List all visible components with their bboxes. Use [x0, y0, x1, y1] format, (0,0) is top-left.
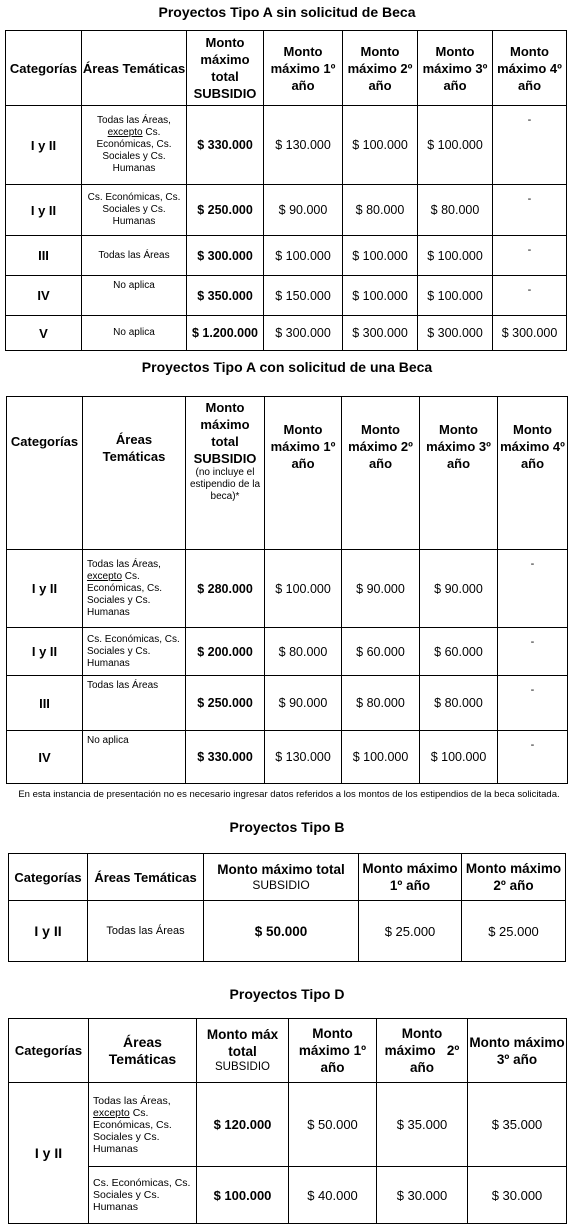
cell-year-4: - [493, 185, 567, 236]
cell-year-3: $ 60.000 [420, 628, 498, 676]
cell-categoria: V [6, 316, 82, 351]
cell-categoria: I y II [6, 185, 82, 236]
table-row [7, 628, 568, 676]
cell-year-1: $ 90.000 [264, 185, 343, 236]
cell-area: No aplica [82, 276, 187, 316]
table-row [7, 676, 568, 731]
cell-categoria: I y II [9, 1083, 89, 1224]
header-areas: Áreas Temáticas [82, 31, 187, 106]
table-row [7, 731, 568, 784]
cell-year-3: $ 30.000 [468, 1167, 567, 1224]
cell-year-1: $ 300.000 [264, 316, 343, 351]
section-title-tipo-a-con-beca: Proyectos Tipo A con solicitud de una Beca [141, 359, 433, 375]
cell-total: $ 300.000 [187, 236, 264, 276]
header-total-cell [186, 397, 265, 550]
table-header-row [9, 1019, 567, 1083]
cell-total: $ 280.000 [186, 550, 265, 628]
cell-area: Todas las Áreas, excepto Cs. Económicas, Cs. Sociales y Cs. Humanas [83, 550, 186, 628]
cell-year-1: $ 100.000 [265, 550, 342, 628]
header-year-2: Monto máximo 2º año [377, 1019, 468, 1083]
cell-categoria: IV [7, 731, 83, 784]
header-total: Monto máximo total SUBSIDIO [187, 31, 264, 106]
header-total: Monto máximo total SUBSIDIO [193, 400, 257, 466]
cell-categoria: I y II [9, 901, 88, 962]
header-year-2: Monto máximo 2º año [342, 397, 420, 550]
cell-total: $ 100.000 [197, 1167, 289, 1224]
cell-area: No aplica [83, 731, 186, 784]
cell-year-4: - [498, 676, 568, 731]
cell-total: $ 200.000 [186, 628, 265, 676]
table-row [6, 236, 567, 276]
cell-year-4: - [498, 628, 568, 676]
cell-area: Todas las Áreas [88, 901, 204, 962]
header-categorias: Categorías [9, 854, 88, 901]
cell-year-2: $ 30.000 [377, 1167, 468, 1224]
cell-categoria: I y II [6, 106, 82, 185]
cell-area: Todas las Áreas [82, 236, 187, 276]
cell-year-2: $ 100.000 [343, 276, 418, 316]
cell-area: Todas las Áreas, excepto Cs. Económicas, Cs. Sociales y Cs. Humanas [89, 1083, 197, 1167]
cell-total: $ 1.200.000 [187, 316, 264, 351]
header-year-3: Monto máximo 3º año [468, 1019, 567, 1083]
table-tipo-d [8, 1018, 567, 1224]
header-year-4: Monto máximo 4º año [498, 397, 568, 550]
header-categorias: Categorías [9, 1019, 89, 1083]
cell-area: Todas las Áreas [83, 676, 186, 731]
cell-categoria: I y II [7, 550, 83, 628]
table-row [6, 276, 567, 316]
cell-year-2: $ 60.000 [342, 628, 420, 676]
header-year-3: Monto máximo 3º año [420, 397, 498, 550]
cell-area: Todas las Áreas, excepto Cs. Económicas, Cs. Sociales y Cs. Humanas [82, 106, 187, 185]
cell-year-2: $ 80.000 [342, 676, 420, 731]
header-total: Monto máximo total [217, 862, 345, 877]
cell-year-2: $ 100.000 [343, 236, 418, 276]
cell-year-1: $ 40.000 [289, 1167, 377, 1224]
cell-categoria: I y II [7, 628, 83, 676]
cell-total: $ 50.000 [204, 901, 359, 962]
cell-year-2: $ 25.000 [462, 901, 566, 962]
cell-year-4: $ 300.000 [493, 316, 567, 351]
cell-year-4: - [493, 106, 567, 185]
header-subsidio: SUBSIDIO [215, 1061, 270, 1073]
cell-year-1: $ 90.000 [265, 676, 342, 731]
cell-year-2: $ 100.000 [343, 106, 418, 185]
table-row [9, 901, 566, 962]
header-year-2: Monto máximo 2º año [343, 31, 418, 106]
table-tipo-a-sin-beca [5, 30, 567, 351]
cell-categoria: IV [6, 276, 82, 316]
header-areas: Áreas Temáticas [88, 854, 204, 901]
cell-year-1: $ 80.000 [265, 628, 342, 676]
cell-year-4: - [493, 236, 567, 276]
cell-year-4: - [493, 276, 567, 316]
cell-year-3: $ 35.000 [468, 1083, 567, 1167]
cell-categoria: III [6, 236, 82, 276]
cell-year-2: $ 90.000 [342, 550, 420, 628]
cell-total: $ 330.000 [187, 106, 264, 185]
cell-area: No aplica [82, 316, 187, 351]
header-year-1: Monto máximo 1º año [359, 854, 462, 901]
table-header-row [9, 854, 566, 901]
cell-year-2: $ 300.000 [343, 316, 418, 351]
cell-area: Cs. Económicas, Cs. Sociales y Cs. Humanas [82, 185, 187, 236]
cell-year-1: $ 50.000 [289, 1083, 377, 1167]
table-header-row [7, 397, 568, 550]
header-total-note: (no incluye el estipendio de la beca)* [189, 467, 261, 502]
table-row [7, 550, 568, 628]
cell-year-4: - [498, 731, 568, 784]
table-tipo-b [8, 853, 566, 962]
cell-year-3: $ 80.000 [418, 185, 493, 236]
header-subsidio: SUBSIDIO [252, 878, 310, 892]
header-year-3: Monto máximo 3º año [418, 31, 493, 106]
cell-year-2: $ 100.000 [342, 731, 420, 784]
section-title-tipo-d: Proyectos Tipo D [229, 986, 345, 1002]
cell-total: $ 330.000 [186, 731, 265, 784]
cell-year-3: $ 90.000 [420, 550, 498, 628]
cell-total: $ 250.000 [186, 676, 265, 731]
header-total: Monto máx total [206, 1027, 279, 1059]
cell-year-1: $ 130.000 [265, 731, 342, 784]
section-title-tipo-b: Proyectos Tipo B [229, 819, 345, 835]
cell-year-4: - [498, 550, 568, 628]
cell-year-3: $ 300.000 [418, 316, 493, 351]
cell-year-3: $ 80.000 [420, 676, 498, 731]
cell-year-3: $ 100.000 [420, 731, 498, 784]
cell-year-3: $ 100.000 [418, 276, 493, 316]
header-year-4: Monto máximo 4º año [493, 31, 567, 106]
cell-categoria: III [7, 676, 83, 731]
table-row [6, 106, 567, 185]
cell-total: $ 350.000 [187, 276, 264, 316]
cell-year-1: $ 100.000 [264, 236, 343, 276]
header-areas: Áreas Temáticas [83, 397, 186, 550]
header-total-cell [204, 854, 359, 901]
header-year-2: Monto máximo 2º año [462, 854, 566, 901]
section-title-tipo-a-sin-beca: Proyectos Tipo A sin solicitud de Beca [158, 4, 416, 20]
header-categorias: Categorías [7, 397, 83, 550]
table-row [6, 316, 567, 351]
cell-year-1: $ 130.000 [264, 106, 343, 185]
table-header-row [6, 31, 567, 106]
cell-year-2: $ 35.000 [377, 1083, 468, 1167]
cell-area: Cs. Económicas, Cs. Sociales y Cs. Humanas [83, 628, 186, 676]
header-year-1: Monto máximo 1º año [264, 31, 343, 106]
cell-year-1: $ 25.000 [359, 901, 462, 962]
header-year-1: Monto máximo 1º año [289, 1019, 377, 1083]
header-areas: Áreas Temáticas [89, 1019, 197, 1083]
cell-area: Cs. Económicas, Cs. Sociales y Cs. Humanas [89, 1167, 197, 1224]
cell-year-3: $ 100.000 [418, 106, 493, 185]
table-row [9, 1167, 567, 1224]
cell-year-3: $ 100.000 [418, 236, 493, 276]
cell-year-1: $ 150.000 [264, 276, 343, 316]
cell-year-2: $ 80.000 [343, 185, 418, 236]
header-total-cell [197, 1019, 289, 1083]
header-categorias: Categorías [6, 31, 82, 106]
footnote: En esta instancia de presentación no es necesario ingresar datos referidos a los montos de los estipendios de la beca solicitada. [18, 789, 560, 800]
header-year-1: Monto máximo 1º año [265, 397, 342, 550]
table-tipo-a-con-beca [6, 396, 568, 784]
table-row [9, 1083, 567, 1167]
cell-total: $ 250.000 [187, 185, 264, 236]
cell-total: $ 120.000 [197, 1083, 289, 1167]
table-row [6, 185, 567, 236]
